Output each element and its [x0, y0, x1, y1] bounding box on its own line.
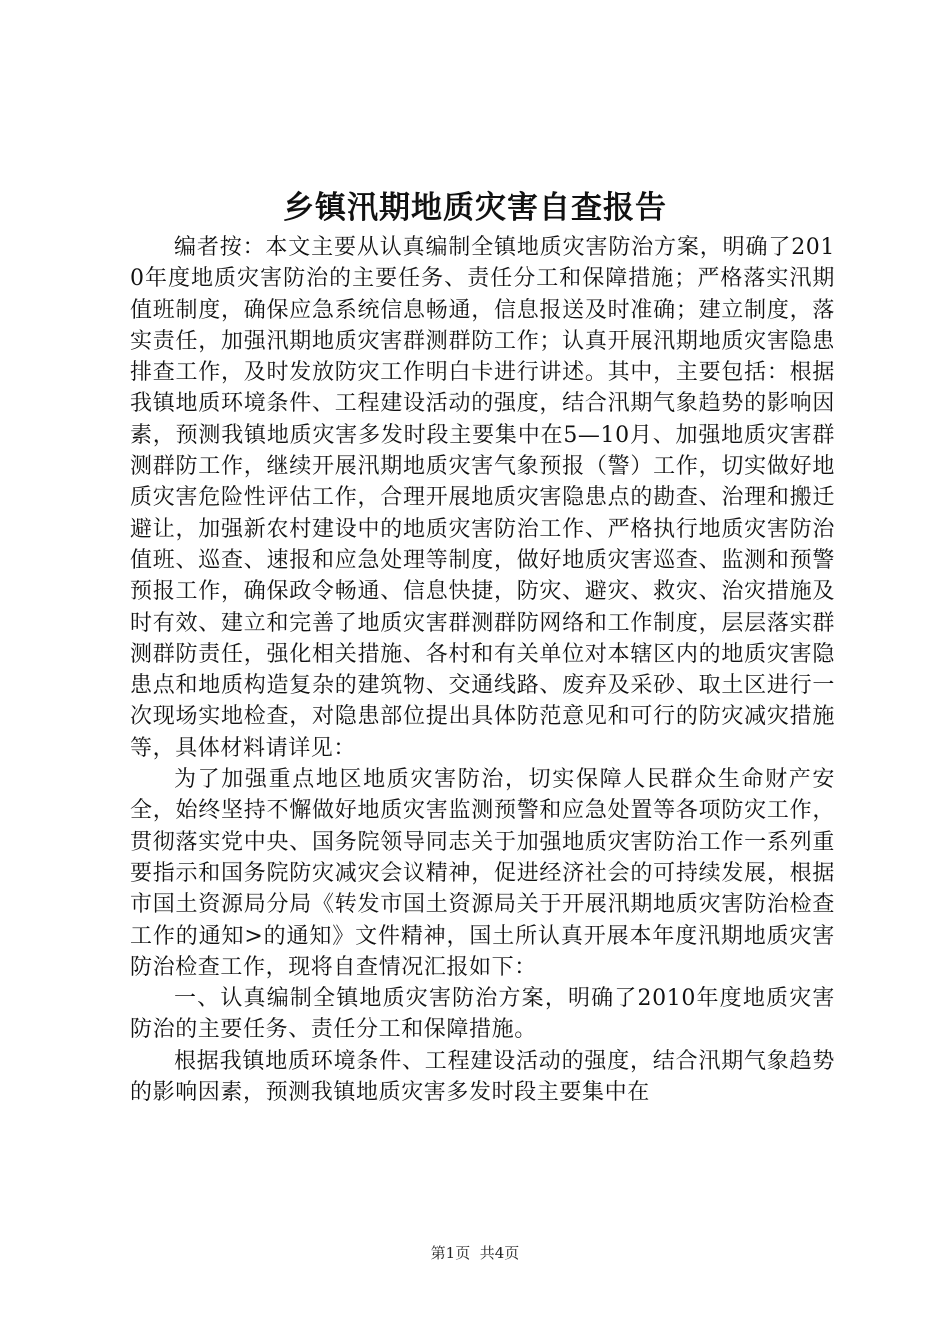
- editor-note-paragraph: 编者按：本文主要从认真编制全镇地质灾害防治方案，明确了2010年度地质灾害防治的主要任务、责任分工和保障措施；严格落实汛期值班制度，确保应急系统信息畅通，信息报送及时准确；建立制度，落实责任，加强汛期地质灾害群测群防工作；认真开展汛期地质灾害隐患排查工作，及时发放防灾工作明白卡进行讲述。其中，主要包括：根据我镇地质环境条件、工程建设活动的强度，结合汛期气象趋势的影响因素，预测我镇地质灾害多发时段主要集中在5—10月、加强地质灾害群测群防工作，继续开展汛期地质灾害气象预报（警）工作，切实做好地质灾害危险性评估工作，合理开展地质灾害隐患点的勘查、治理和搬迁避让，加强新农村建设中的地质灾害防治工作、严格执行地质灾害防治值班、巡查、速报和应急处理等制度，做好地质灾害巡查、监测和预警预报工作，确保政令畅通、信息快捷，防灾、避灾、救灾、治灾措施及时有效、建立和完善了地质灾害群测群防网络和工作制度，层层落实群测群防责任，强化相关措施、各村和有关单位对本辖区内的地质灾害隐患点和地质构造复杂的建筑物、交通线路、废弃及采砂、取土区进行一次现场实地检查，对隐患部位提出具体防范意见和可行的防灾减灾措施等，具体材料请详见：: [130, 235, 835, 761]
- document-title: 乡镇汛期地质灾害自查报告: [283, 190, 667, 226]
- page-number: 第1页: [430, 1244, 471, 1262]
- document-body: [130, 232, 835, 1108]
- page-total: 共4页: [479, 1244, 520, 1262]
- page-footer: [0, 1243, 950, 1263]
- intro-paragraph: 为了加强重点地区地质灾害防治，切实保障人民群众生命财产安全，始终坚持不懈做好地质灾害监测预警和应急处置等各项防灾工作，贯彻落实党中央、国务院领导同志关于加强地质灾害防治工作一系列重要指示和国务院防灾减灾会议精神，促进经济社会的可持续发展，根据市国土资源局分局《转发市国土资源局关于开展汛期地质灾害防治检查工作的通知>的通知》文件精神，国土所认真开展本年度汛期地质灾害防治检查工作，现将自查情况汇报如下：: [130, 767, 835, 980]
- section-heading-paragraph: 一、认真编制全镇地质灾害防治方案，明确了2010年度地质灾害防治的主要任务、责任分工和保障措施。: [130, 986, 835, 1043]
- body-paragraph: 根据我镇地质环境条件、工程建设活动的强度，结合汛期气象趋势的影响因素，预测我镇地质灾害多发时段主要集中在: [130, 1048, 835, 1106]
